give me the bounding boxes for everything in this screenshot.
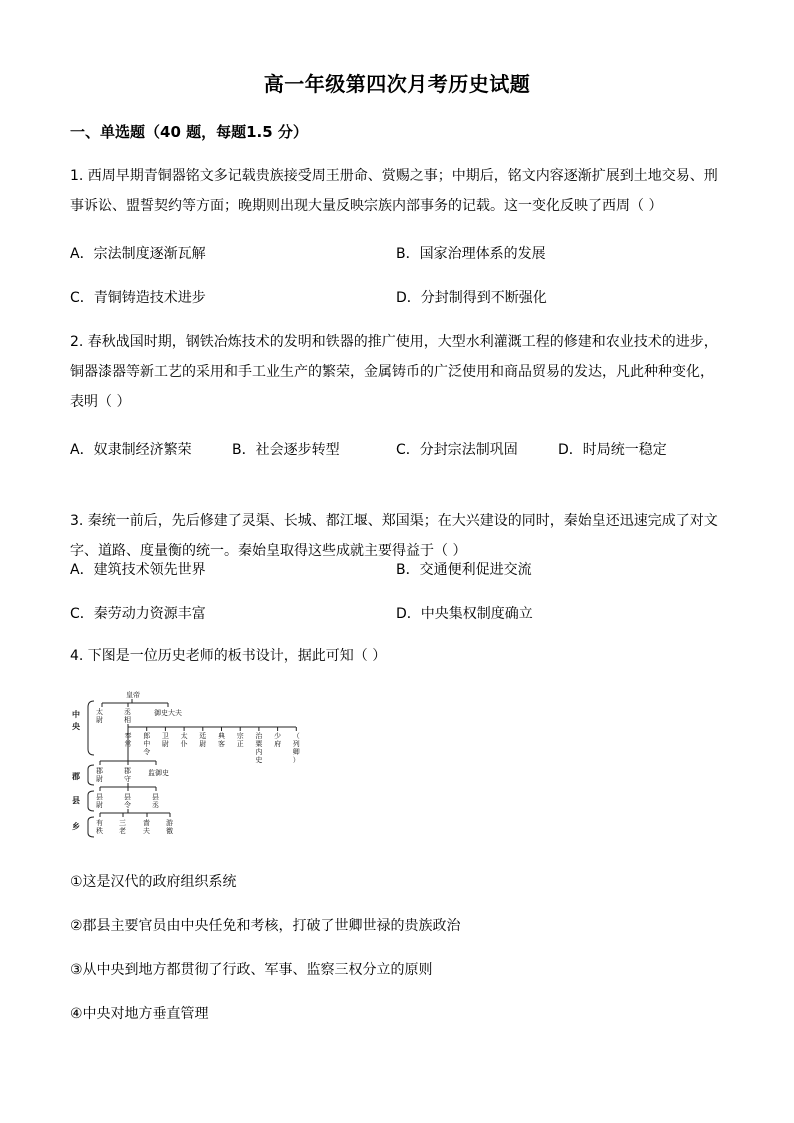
q1-stem-line1: 1. 西周早期青铜器铭文多记载贵族接受周王册命、赏赐之事；中期后，铭文内容逐渐扩展到土地交易、刑 [70, 168, 718, 184]
diagram-minister-ticks [128, 727, 296, 731]
q2-stem-line3: 表明（ ） [70, 394, 131, 410]
diagram-you-zhi-2: 秩 [96, 827, 103, 835]
diagram-taiwei: 太 [96, 708, 103, 716]
diagram-xian-cheng-2: 丞 [152, 801, 159, 809]
q1-option-a: A．宗法制度逐渐瓦解 [70, 246, 206, 262]
diagram-jun-wei-2: 尉 [96, 775, 103, 783]
q4-statement-3: ③从中央到地方都贯彻了行政、军事、监察三权分立的原则 [70, 962, 433, 978]
diagram-minister-label: （列卿） [292, 732, 300, 764]
diagram-side-central-2: 央 [72, 722, 80, 731]
q2-stem-line1: 2. 春秋战国时期，钢铁冶炼技术的发明和铁器的推广使用，大型水利灌溉工程的修建和农业技术的进步， [70, 334, 718, 350]
q2-option-d: D．时局统一稳定 [558, 442, 667, 458]
q3-option-c: C．秦劳动力资源丰富 [70, 606, 206, 622]
page-title: 高一年级第四次月考历史试题 [263, 72, 531, 96]
q2-option-a: A．奴隶制经济繁荣 [70, 442, 192, 458]
diagram-emperor: 皇帝 [126, 691, 140, 699]
q4-statement-1: ①这是汉代的政府组织系统 [70, 874, 237, 890]
diagram-side-jun: 郡 [72, 772, 80, 781]
diagram-minister-label: 卫尉 [161, 732, 169, 748]
diagram-minister-label: 典客 [218, 732, 225, 748]
diagram-yushi: 御史大夫 [154, 709, 182, 717]
diagram-xian-ling: 县 [124, 793, 131, 801]
diagram-san-lao-2: 老 [119, 827, 126, 835]
diagram-side-xiang: 乡 [72, 822, 80, 831]
diagram-minister-label: 廷尉 [199, 732, 207, 748]
q4-stem: 4. 下图是一位历史老师的板书设计，据此可知（ ） [70, 648, 387, 664]
q2-option-c: C．分封宗法制巩固 [396, 442, 518, 458]
q3-option-b: B．交通便利促进交流 [396, 562, 532, 578]
q2-stem-line2: 铜器漆器等新工艺的采用和手工业生产的繁荣，金属铸币的广泛使用和商品贸易的发达，凡此种种变化， [70, 364, 714, 380]
government-structure-diagram [70, 687, 310, 839]
diagram-taiwei-2: 尉 [96, 716, 103, 724]
diagram-side-xian: 县 [72, 796, 80, 805]
diagram-se-fu-2: 夫 [143, 827, 150, 835]
diagram-minister-label: 少府 [274, 732, 282, 748]
diagram-se-fu: 啬 [143, 819, 150, 827]
diagram-minister-label: 太仆 [180, 732, 188, 748]
diagram-xian-wei-2: 尉 [96, 801, 103, 809]
diagram-minister-label: 奉常 [124, 732, 132, 748]
section-heading: 一、单选题（40 题，每题1.5 分） [70, 123, 308, 141]
diagram-san-lao: 三 [119, 819, 126, 827]
diagram-jun-shou-2: 守 [124, 775, 131, 783]
q3-stem-line1: 3. 秦统一前后，先后修建了灵渠、长城、都江堰、郑国渠；在大兴建设的同时，秦始皇还迅速完成了对文 [70, 513, 718, 529]
q4-statement-4: ④中央对地方垂直管理 [70, 1006, 209, 1022]
diagram-xian-cheng: 县 [152, 793, 159, 801]
diagram-jun-shou: 郡 [124, 767, 131, 775]
diagram-bracket-jun [88, 765, 94, 785]
diagram-jun-wei: 郡 [96, 767, 103, 775]
q1-option-b: B．国家治理体系的发展 [396, 246, 546, 262]
diagram-minister-label: 治粟内史 [255, 732, 263, 764]
q1-option-c: C．青铜铸造技术进步 [70, 290, 206, 306]
diagram-xian-wei: 县 [96, 793, 103, 801]
diagram-minister-label: 宗正 [236, 732, 244, 748]
diagram-chengxiang-2: 相 [124, 716, 131, 724]
q1-option-d: D．分封制得到不断强化 [396, 290, 547, 306]
diagram-side-central-1: 中 [72, 710, 80, 719]
q2-option-b: B．社会逐步转型 [232, 442, 340, 458]
diagram-jian-yushi: 监御史 [148, 769, 169, 777]
q3-stem-line2: 字、道路、度量衡的统一。秦始皇取得这些成就主要得益于（ ） [70, 543, 467, 559]
q4-statement-2: ②郡县主要官员由中央任免和考核，打破了世卿世禄的贵族政治 [70, 918, 461, 934]
diagram-chengxiang: 丞 [124, 708, 131, 716]
diagram-you-jiao: 游 [166, 819, 173, 827]
diagram-you-zhi: 有 [96, 819, 103, 827]
diagram-minister-label: 郎中令 [143, 732, 151, 756]
diagram-bracket-central [88, 701, 94, 755]
diagram-minister-labels [125, 731, 300, 764]
diagram-you-jiao-2: 徼 [166, 827, 173, 835]
diagram-bracket-xian [88, 791, 94, 811]
q3-option-d: D．中央集权制度确立 [396, 606, 533, 622]
q3-option-a: A．建筑技术领先世界 [70, 562, 206, 578]
q1-stem-line2: 事诉讼、盟誓契约等方面；晚期则出现大量反映宗族内部事务的记载。这一变化反映了西周（ ） [70, 198, 663, 214]
diagram-bracket-xiang [88, 817, 94, 837]
diagram-xian-ling-2: 令 [124, 801, 131, 809]
